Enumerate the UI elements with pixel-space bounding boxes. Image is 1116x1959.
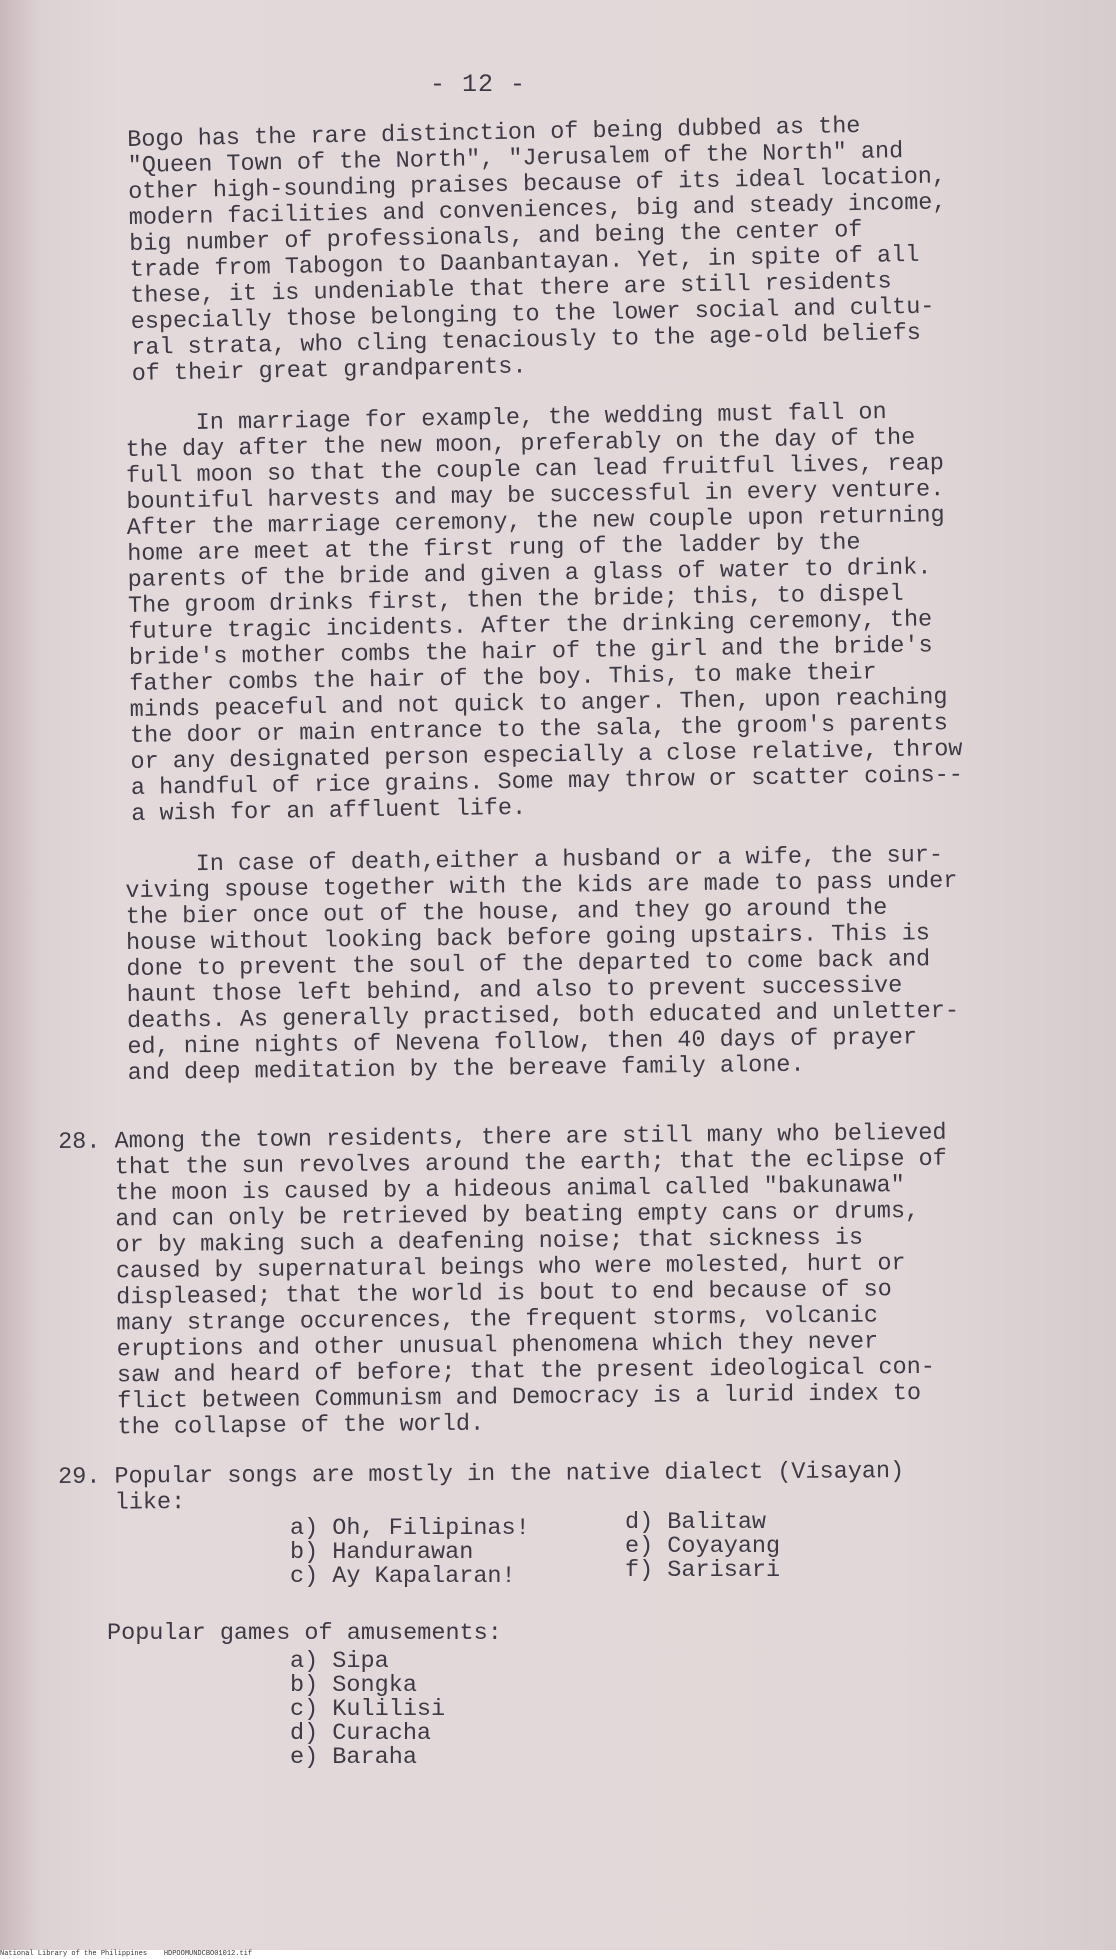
games-list: a) Sipa b) Songka c) Kulilisi d) Curacha e) Baraha — [290, 1648, 446, 1771]
item-28-beliefs: 28. Among the town residents, there are still many who believed that the sun revolves around the earth; that the eclipse of the moon is caused by a hideous animal called "bakunawa" and can only be retrieved by beating empty cans or drums, or by making such a deafening noise; that sickness is caused by supernatural beings who were molested, hurt or displeased; that the world is bout to end because of so many strange occurences, the frequent storms, volcanic eruptions and other unusual phenomena which they never saw and heard of before; that the present ideological con- flict between Communism and Democracy is a lurid index to the collapse of the world. — [57, 1119, 947, 1442]
games-heading: Popular games of amusements: — [107, 1620, 502, 1647]
paragraph-marriage: In marriage for example, the wedding must fall on the day after the new moon, preferably on the day of the full moon so that the couple can lead fruitful lives, reap bountiful harvests and may be successful in every venture. After the marriage ceremony, the new couple upon returning home are meet at the first rung of the ladder by the parents of the bride and given a glass of water to drink. The groom drinks first, then the bride; this, to dispel future tragic incidents. After the drinking ceremony, the bride's mother combs the hair of the girl and the bride's father combs the hair of the boy. This, to make their minds peaceful and not quick to anger. Then, upon reaching the door or main entrance to the sala, the groom's parents or any designated person especially a close relative, throw a handful of rice grains. Some may throw or scatter coins-- a wish for an affluent life. — [124, 399, 964, 828]
paragraph-death: In case of death,either a husband or a wife, the sur- viving spouse together with the kids are made to pass under the bier once out of the house, and they go around the house without looking back before going upstairs. This is done to prevent the soul of the departed to come back and haunt those left behind, and also to prevent successive deaths. As generally practised, both educated and unletter- ed, nine nights of Nevena follow, then 40 days of prayer and deep meditation by the bereave family alone. — [124, 842, 960, 1087]
songs-list-left: a) Oh, Filipinas! b) Handurawan c) Ay Kapalaran! — [290, 1515, 530, 1590]
songs-list-right: d) Balitaw e) Coyayang f) Sarisari — [625, 1509, 781, 1584]
page-number: - 12 - — [430, 70, 527, 99]
scan-footer: National Library of the Philippines HDPOOMUNDCBO01012.tif — [0, 1950, 1116, 1959]
item-29-songs-intro: 29. Popular songs are mostly in the native dialect (Visayan) like: — [57, 1458, 905, 1517]
paragraph-bogo: Bogo has the rare distinction of being dubbed as the "Queen Town of the North", "Jerusalem of the North" and other high-sounding praises because of its ideal location, modern facilities and conveniences, big and steady income, big number of professionals, and being the center of trade from Tabogon to Daanbantayan. Yet, in spite of all these, it is undeniable that there are still residents especially those belonging to the lower social and cultu- ral strata, who cling tenaciously to the age-old beliefs of their great grandparents. — [126, 112, 947, 388]
